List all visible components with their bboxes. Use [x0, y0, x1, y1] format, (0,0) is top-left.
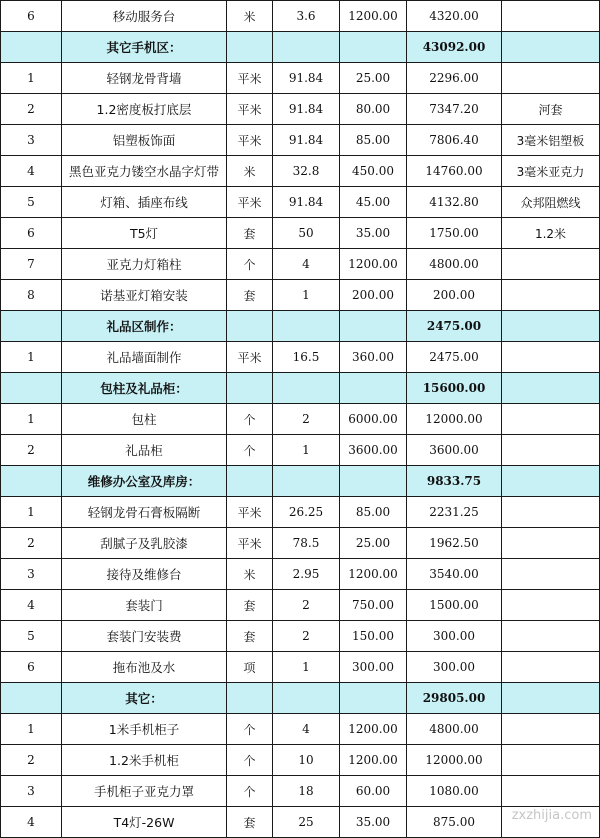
item-unit-price: 450.00 [340, 156, 407, 187]
item-unit-price: 35.00 [340, 218, 407, 249]
table-row [1, 249, 600, 280]
item-quantity: 10 [273, 745, 340, 776]
table-row [1, 280, 600, 311]
item-name: 刮腻子及乳胶漆 [62, 528, 227, 559]
item-note: 众邦阻燃线 [502, 187, 600, 218]
item-number: 7 [1, 249, 62, 280]
section-qty-cell [273, 32, 340, 63]
section-title: 其它手机区： [62, 32, 227, 63]
item-note [502, 249, 600, 280]
item-amount: 2296.00 [407, 63, 502, 94]
item-unit-price: 25.00 [340, 528, 407, 559]
item-number: 3 [1, 125, 62, 156]
table-row [1, 156, 600, 187]
section-title: 其它： [62, 683, 227, 714]
item-note [502, 559, 600, 590]
section-no-cell [1, 466, 62, 497]
item-unit-price: 300.00 [340, 652, 407, 683]
section-note-cell [502, 311, 600, 342]
item-amount: 1500.00 [407, 590, 502, 621]
section-unit-cell [227, 311, 273, 342]
item-quantity: 32.8 [273, 156, 340, 187]
item-note [502, 528, 600, 559]
section-header-row [1, 311, 600, 342]
section-title: 维修办公室及库房： [62, 466, 227, 497]
item-unit: 套 [227, 218, 273, 249]
item-quantity: 2.95 [273, 559, 340, 590]
item-unit: 平米 [227, 342, 273, 373]
item-name: 礼品柜 [62, 435, 227, 466]
item-name: 诺基亚灯箱安装 [62, 280, 227, 311]
item-unit-price: 750.00 [340, 590, 407, 621]
item-unit-price: 25.00 [340, 63, 407, 94]
table-row [1, 807, 600, 838]
item-quantity: 2 [273, 404, 340, 435]
item-unit: 个 [227, 249, 273, 280]
item-name: 轻钢龙骨石膏板隔断 [62, 497, 227, 528]
section-unit-cell [227, 32, 273, 63]
item-note [502, 497, 600, 528]
item-unit-price: 1200.00 [340, 1, 407, 32]
item-amount: 14760.00 [407, 156, 502, 187]
item-quantity: 91.84 [273, 187, 340, 218]
item-unit: 套 [227, 590, 273, 621]
item-number: 2 [1, 435, 62, 466]
item-unit: 米 [227, 559, 273, 590]
item-unit: 个 [227, 435, 273, 466]
item-name: 礼品墙面制作 [62, 342, 227, 373]
section-header-row [1, 32, 600, 63]
item-unit-price: 35.00 [340, 807, 407, 838]
item-note [502, 745, 600, 776]
section-total: 9833.75 [407, 466, 502, 497]
item-name: T5灯 [62, 218, 227, 249]
item-amount: 12000.00 [407, 404, 502, 435]
section-price-cell [340, 466, 407, 497]
section-no-cell [1, 32, 62, 63]
item-note [502, 652, 600, 683]
item-name: T4灯-26W [62, 807, 227, 838]
item-amount: 200.00 [407, 280, 502, 311]
item-unit-price: 80.00 [340, 94, 407, 125]
item-note [502, 404, 600, 435]
item-note: 河套 [502, 94, 600, 125]
item-name: 移动服务台 [62, 1, 227, 32]
section-price-cell [340, 373, 407, 404]
item-note [502, 435, 600, 466]
section-title: 包柱及礼品柜： [62, 373, 227, 404]
item-number: 2 [1, 745, 62, 776]
item-number: 3 [1, 776, 62, 807]
section-price-cell [340, 32, 407, 63]
section-note-cell [502, 32, 600, 63]
item-quantity: 3.6 [273, 1, 340, 32]
section-note-cell [502, 466, 600, 497]
item-unit: 平米 [227, 125, 273, 156]
section-header-row [1, 683, 600, 714]
item-unit-price: 3600.00 [340, 435, 407, 466]
item-unit: 米 [227, 1, 273, 32]
item-quantity: 50 [273, 218, 340, 249]
table-row [1, 776, 600, 807]
item-unit-price: 150.00 [340, 621, 407, 652]
item-amount: 1080.00 [407, 776, 502, 807]
item-note: 3毫米铝塑板 [502, 125, 600, 156]
item-name: 1.2米手机柜 [62, 745, 227, 776]
item-quantity: 25 [273, 807, 340, 838]
item-number: 6 [1, 652, 62, 683]
item-number: 8 [1, 280, 62, 311]
section-header-row [1, 466, 600, 497]
item-name: 铝塑板饰面 [62, 125, 227, 156]
section-unit-cell [227, 683, 273, 714]
item-quantity: 4 [273, 714, 340, 745]
section-title: 礼品区制作： [62, 311, 227, 342]
section-note-cell [502, 373, 600, 404]
item-name: 亚克力灯箱柱 [62, 249, 227, 280]
item-unit: 米 [227, 156, 273, 187]
item-note [502, 63, 600, 94]
item-amount: 300.00 [407, 621, 502, 652]
item-note [502, 621, 600, 652]
item-quantity: 91.84 [273, 125, 340, 156]
item-unit-price: 360.00 [340, 342, 407, 373]
item-quantity: 1 [273, 280, 340, 311]
table-row [1, 497, 600, 528]
item-number: 1 [1, 714, 62, 745]
item-unit-price: 1200.00 [340, 559, 407, 590]
item-unit: 个 [227, 404, 273, 435]
item-note [502, 1, 600, 32]
table-row [1, 125, 600, 156]
item-amount: 4320.00 [407, 1, 502, 32]
item-amount: 1962.50 [407, 528, 502, 559]
item-note [502, 280, 600, 311]
item-name: 套装门 [62, 590, 227, 621]
quote-table-body [1, 1, 600, 838]
section-unit-cell [227, 466, 273, 497]
section-header-row [1, 373, 600, 404]
table-row [1, 590, 600, 621]
item-unit: 套 [227, 280, 273, 311]
section-total: 15600.00 [407, 373, 502, 404]
item-name: 黑色亚克力镂空水晶字灯带 [62, 156, 227, 187]
item-number: 4 [1, 590, 62, 621]
item-amount: 4800.00 [407, 714, 502, 745]
section-no-cell [1, 311, 62, 342]
item-name: 灯箱、插座布线 [62, 187, 227, 218]
item-quantity: 78.5 [273, 528, 340, 559]
item-unit-price: 85.00 [340, 497, 407, 528]
table-row [1, 435, 600, 466]
item-unit-price: 1200.00 [340, 745, 407, 776]
item-amount: 2475.00 [407, 342, 502, 373]
item-unit: 平米 [227, 94, 273, 125]
table-row [1, 528, 600, 559]
item-name: 手机柜子亚克力罩 [62, 776, 227, 807]
item-name: 套装门安装费 [62, 621, 227, 652]
item-unit-price: 200.00 [340, 280, 407, 311]
item-quantity: 16.5 [273, 342, 340, 373]
item-quantity: 18 [273, 776, 340, 807]
section-price-cell [340, 683, 407, 714]
item-number: 1 [1, 63, 62, 94]
item-number: 2 [1, 528, 62, 559]
section-price-cell [340, 311, 407, 342]
table-row [1, 745, 600, 776]
table-row [1, 714, 600, 745]
item-number: 1 [1, 404, 62, 435]
table-row [1, 621, 600, 652]
item-quantity: 2 [273, 621, 340, 652]
item-unit-price: 1200.00 [340, 249, 407, 280]
table-row [1, 94, 600, 125]
item-number: 6 [1, 1, 62, 32]
table-row [1, 187, 600, 218]
item-note [502, 714, 600, 745]
item-number: 4 [1, 807, 62, 838]
item-unit: 个 [227, 745, 273, 776]
item-amount: 2231.25 [407, 497, 502, 528]
item-name: 轻钢龙骨背墙 [62, 63, 227, 94]
item-unit-price: 85.00 [340, 125, 407, 156]
section-total: 43092.00 [407, 32, 502, 63]
item-note [502, 807, 600, 838]
table-row [1, 342, 600, 373]
item-amount: 3540.00 [407, 559, 502, 590]
item-name: 接待及维修台 [62, 559, 227, 590]
item-amount: 300.00 [407, 652, 502, 683]
item-unit: 平米 [227, 528, 273, 559]
table-row [1, 404, 600, 435]
item-unit: 套 [227, 807, 273, 838]
item-quantity: 91.84 [273, 94, 340, 125]
item-unit-price: 1200.00 [340, 714, 407, 745]
item-name: 1米手机柜子 [62, 714, 227, 745]
item-unit: 个 [227, 714, 273, 745]
section-total: 2475.00 [407, 311, 502, 342]
item-amount: 4800.00 [407, 249, 502, 280]
item-name: 1.2密度板打底层 [62, 94, 227, 125]
table-row [1, 63, 600, 94]
item-note: 1.2米 [502, 218, 600, 249]
section-qty-cell [273, 683, 340, 714]
item-name: 拖布池及水 [62, 652, 227, 683]
table-row [1, 218, 600, 249]
item-unit: 平米 [227, 63, 273, 94]
item-number: 5 [1, 187, 62, 218]
item-note [502, 342, 600, 373]
item-note: 3毫米亚克力 [502, 156, 600, 187]
section-qty-cell [273, 466, 340, 497]
item-unit: 个 [227, 776, 273, 807]
section-total: 29805.00 [407, 683, 502, 714]
item-quantity: 1 [273, 652, 340, 683]
table-row [1, 1, 600, 32]
item-quantity: 4 [273, 249, 340, 280]
section-qty-cell [273, 373, 340, 404]
item-unit: 套 [227, 621, 273, 652]
item-quantity: 26.25 [273, 497, 340, 528]
section-no-cell [1, 683, 62, 714]
item-number: 5 [1, 621, 62, 652]
section-unit-cell [227, 373, 273, 404]
item-number: 4 [1, 156, 62, 187]
item-amount: 7806.40 [407, 125, 502, 156]
table-row [1, 652, 600, 683]
item-unit: 平米 [227, 497, 273, 528]
item-quantity: 2 [273, 590, 340, 621]
item-amount: 12000.00 [407, 745, 502, 776]
item-unit-price: 6000.00 [340, 404, 407, 435]
watermark: zxzhijia.com [511, 808, 592, 823]
item-number: 2 [1, 94, 62, 125]
item-amount: 1750.00 [407, 218, 502, 249]
item-unit-price: 45.00 [340, 187, 407, 218]
item-amount: 7347.20 [407, 94, 502, 125]
section-no-cell [1, 373, 62, 404]
item-amount: 875.00 [407, 807, 502, 838]
item-unit-price: 60.00 [340, 776, 407, 807]
item-unit: 项 [227, 652, 273, 683]
item-unit: 平米 [227, 187, 273, 218]
item-note [502, 590, 600, 621]
table-row [1, 559, 600, 590]
item-number: 1 [1, 342, 62, 373]
section-qty-cell [273, 311, 340, 342]
item-amount: 4132.80 [407, 187, 502, 218]
item-name: 包柱 [62, 404, 227, 435]
item-number: 3 [1, 559, 62, 590]
item-amount: 3600.00 [407, 435, 502, 466]
item-number: 6 [1, 218, 62, 249]
item-note [502, 776, 600, 807]
item-quantity: 91.84 [273, 63, 340, 94]
section-note-cell [502, 683, 600, 714]
item-number: 1 [1, 497, 62, 528]
item-quantity: 1 [273, 435, 340, 466]
